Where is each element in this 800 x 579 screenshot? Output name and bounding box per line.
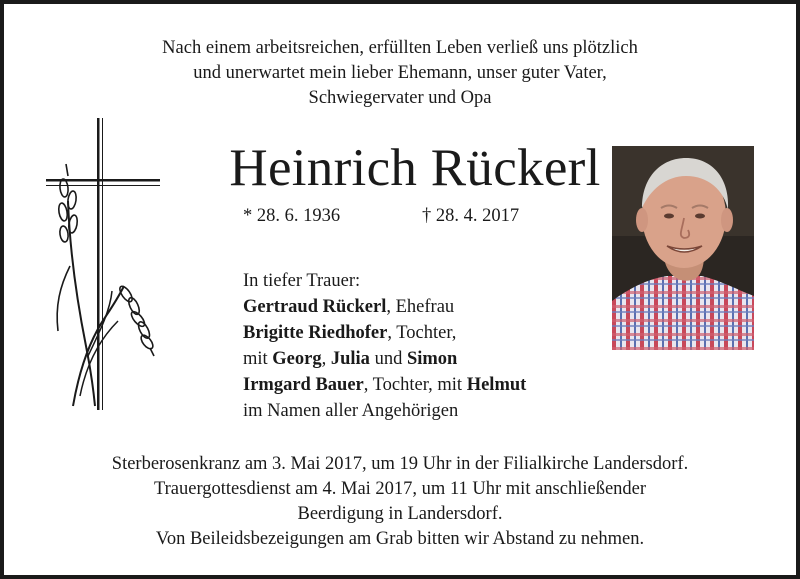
mourner-text: , Tochter, mit <box>363 375 467 395</box>
intro-text <box>40 36 760 111</box>
footer-line-2: Trauergottesdienst am 4. Mai 2017, um 11 Uhr mit anschließender <box>153 479 647 499</box>
mourner-line-2 <box>243 320 526 346</box>
death-date: † 28. 4. 2017 <box>422 206 520 226</box>
intro-line-2: und unerwartet mein lieber Ehemann, unser guter Vater, <box>193 63 607 83</box>
intro-line-3: Schwiegervater und Opa <box>308 88 492 108</box>
mourner-text: und <box>369 349 407 369</box>
mourner-name: Gertraud Rückerl <box>243 297 387 317</box>
mourner-text: , <box>321 349 331 369</box>
mourner-name: Georg <box>272 349 322 369</box>
mourner-line-5: im Namen aller Angehörigen <box>243 401 459 421</box>
intro-line-1: Nach einem arbeitsreichen, erfüllten Leben verließ uns plötzlich <box>162 38 638 58</box>
mourner-relation: , Tochter, <box>387 323 457 343</box>
service-info <box>30 452 770 552</box>
mourner-name: Simon <box>406 349 458 369</box>
mourner-line-1 <box>243 294 526 320</box>
mourner-name: Julia <box>330 349 370 369</box>
mourner-name: Brigitte Riedhofer <box>243 323 388 343</box>
mourner-line-3 <box>243 346 526 372</box>
mourner-line-4 <box>243 372 526 398</box>
mourner-name: Helmut <box>466 375 527 395</box>
footer-line-3: Beerdigung in Landersdorf. <box>297 504 503 524</box>
portrait-photo <box>612 146 754 350</box>
footer-line-1: Sterberosenkranz am 3. Mai 2017, um 19 Uhr in der Filialkirche Landersdorf. <box>111 454 689 474</box>
mourners-heading: In tiefer Trauer: <box>243 271 361 291</box>
mourners-block <box>243 268 526 424</box>
deceased-name: Heinrich Rückerl <box>229 139 601 197</box>
footer-line-4: Von Beileidsbezeigungen am Grab bitten wir Abstand zu nehmen. <box>155 529 645 549</box>
mourner-relation: , Ehefrau <box>386 297 455 317</box>
mourner-text: mit <box>243 349 273 369</box>
mourner-name: Irmgard Bauer <box>243 375 364 395</box>
birth-date: * 28. 6. 1936 <box>243 206 341 226</box>
